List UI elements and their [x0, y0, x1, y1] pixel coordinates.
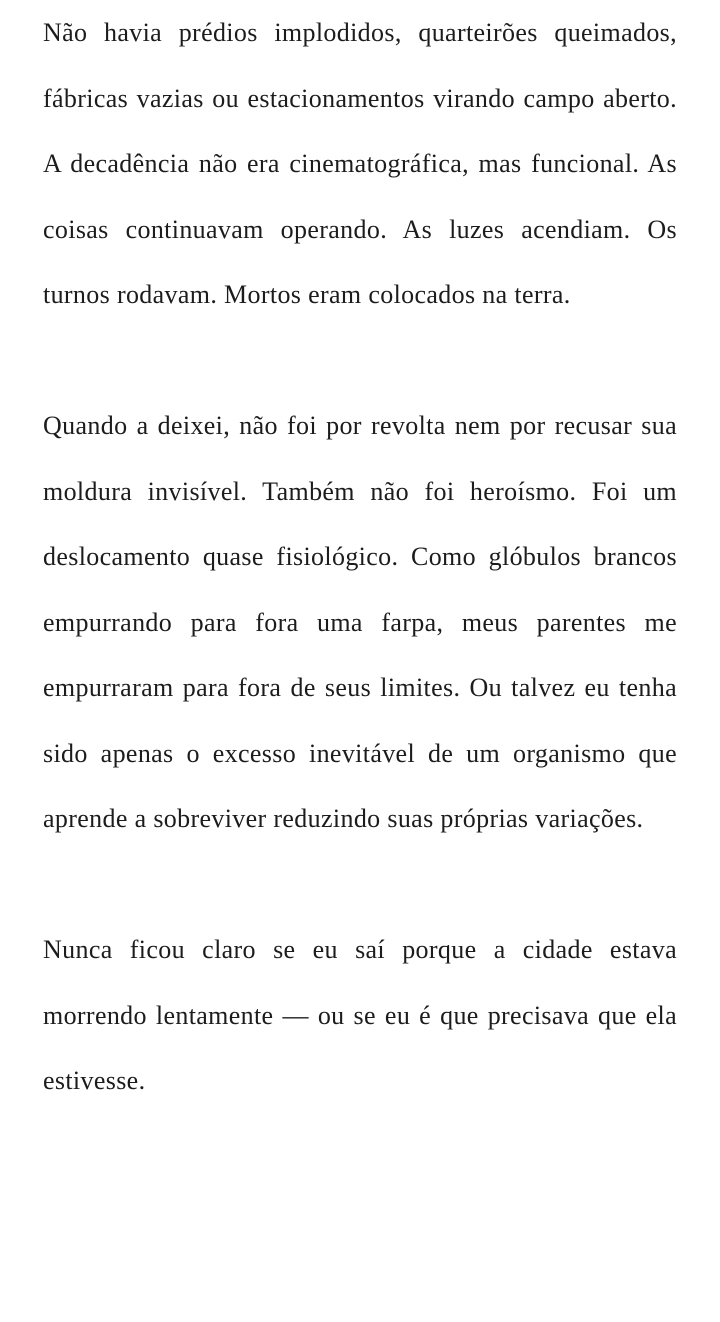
- paragraph-2: Quando a deixei, não foi por revolta nem por recusar sua moldura invisível. Também não foi heroísmo. Foi um deslocamento quase fisiológico. Como glóbulos brancos empurrando para fora uma farpa, meus parentes me empurraram para fora de seus limites. Ou talvez eu tenha sido apenas o excesso inevitável de um organismo que aprende a sobreviver reduzindo suas próprias variações.: [43, 411, 677, 833]
- paragraph-3: Nunca ficou claro se eu saí porque a cidade estava morrendo lentamente — ou se eu é que precisava que ela estivesse.: [43, 935, 677, 1095]
- article-body: [43, 0, 677, 1114]
- paragraph-1: Não havia prédios implodidos, quarteirões queimados, fábricas vazias ou estacionamentos virando campo aberto. A decadência não era cinematográfica, mas funcional. As coisas continuavam operando. As luzes acendiam. Os turnos rodavam. Mortos eram colocados na terra.: [43, 18, 677, 309]
